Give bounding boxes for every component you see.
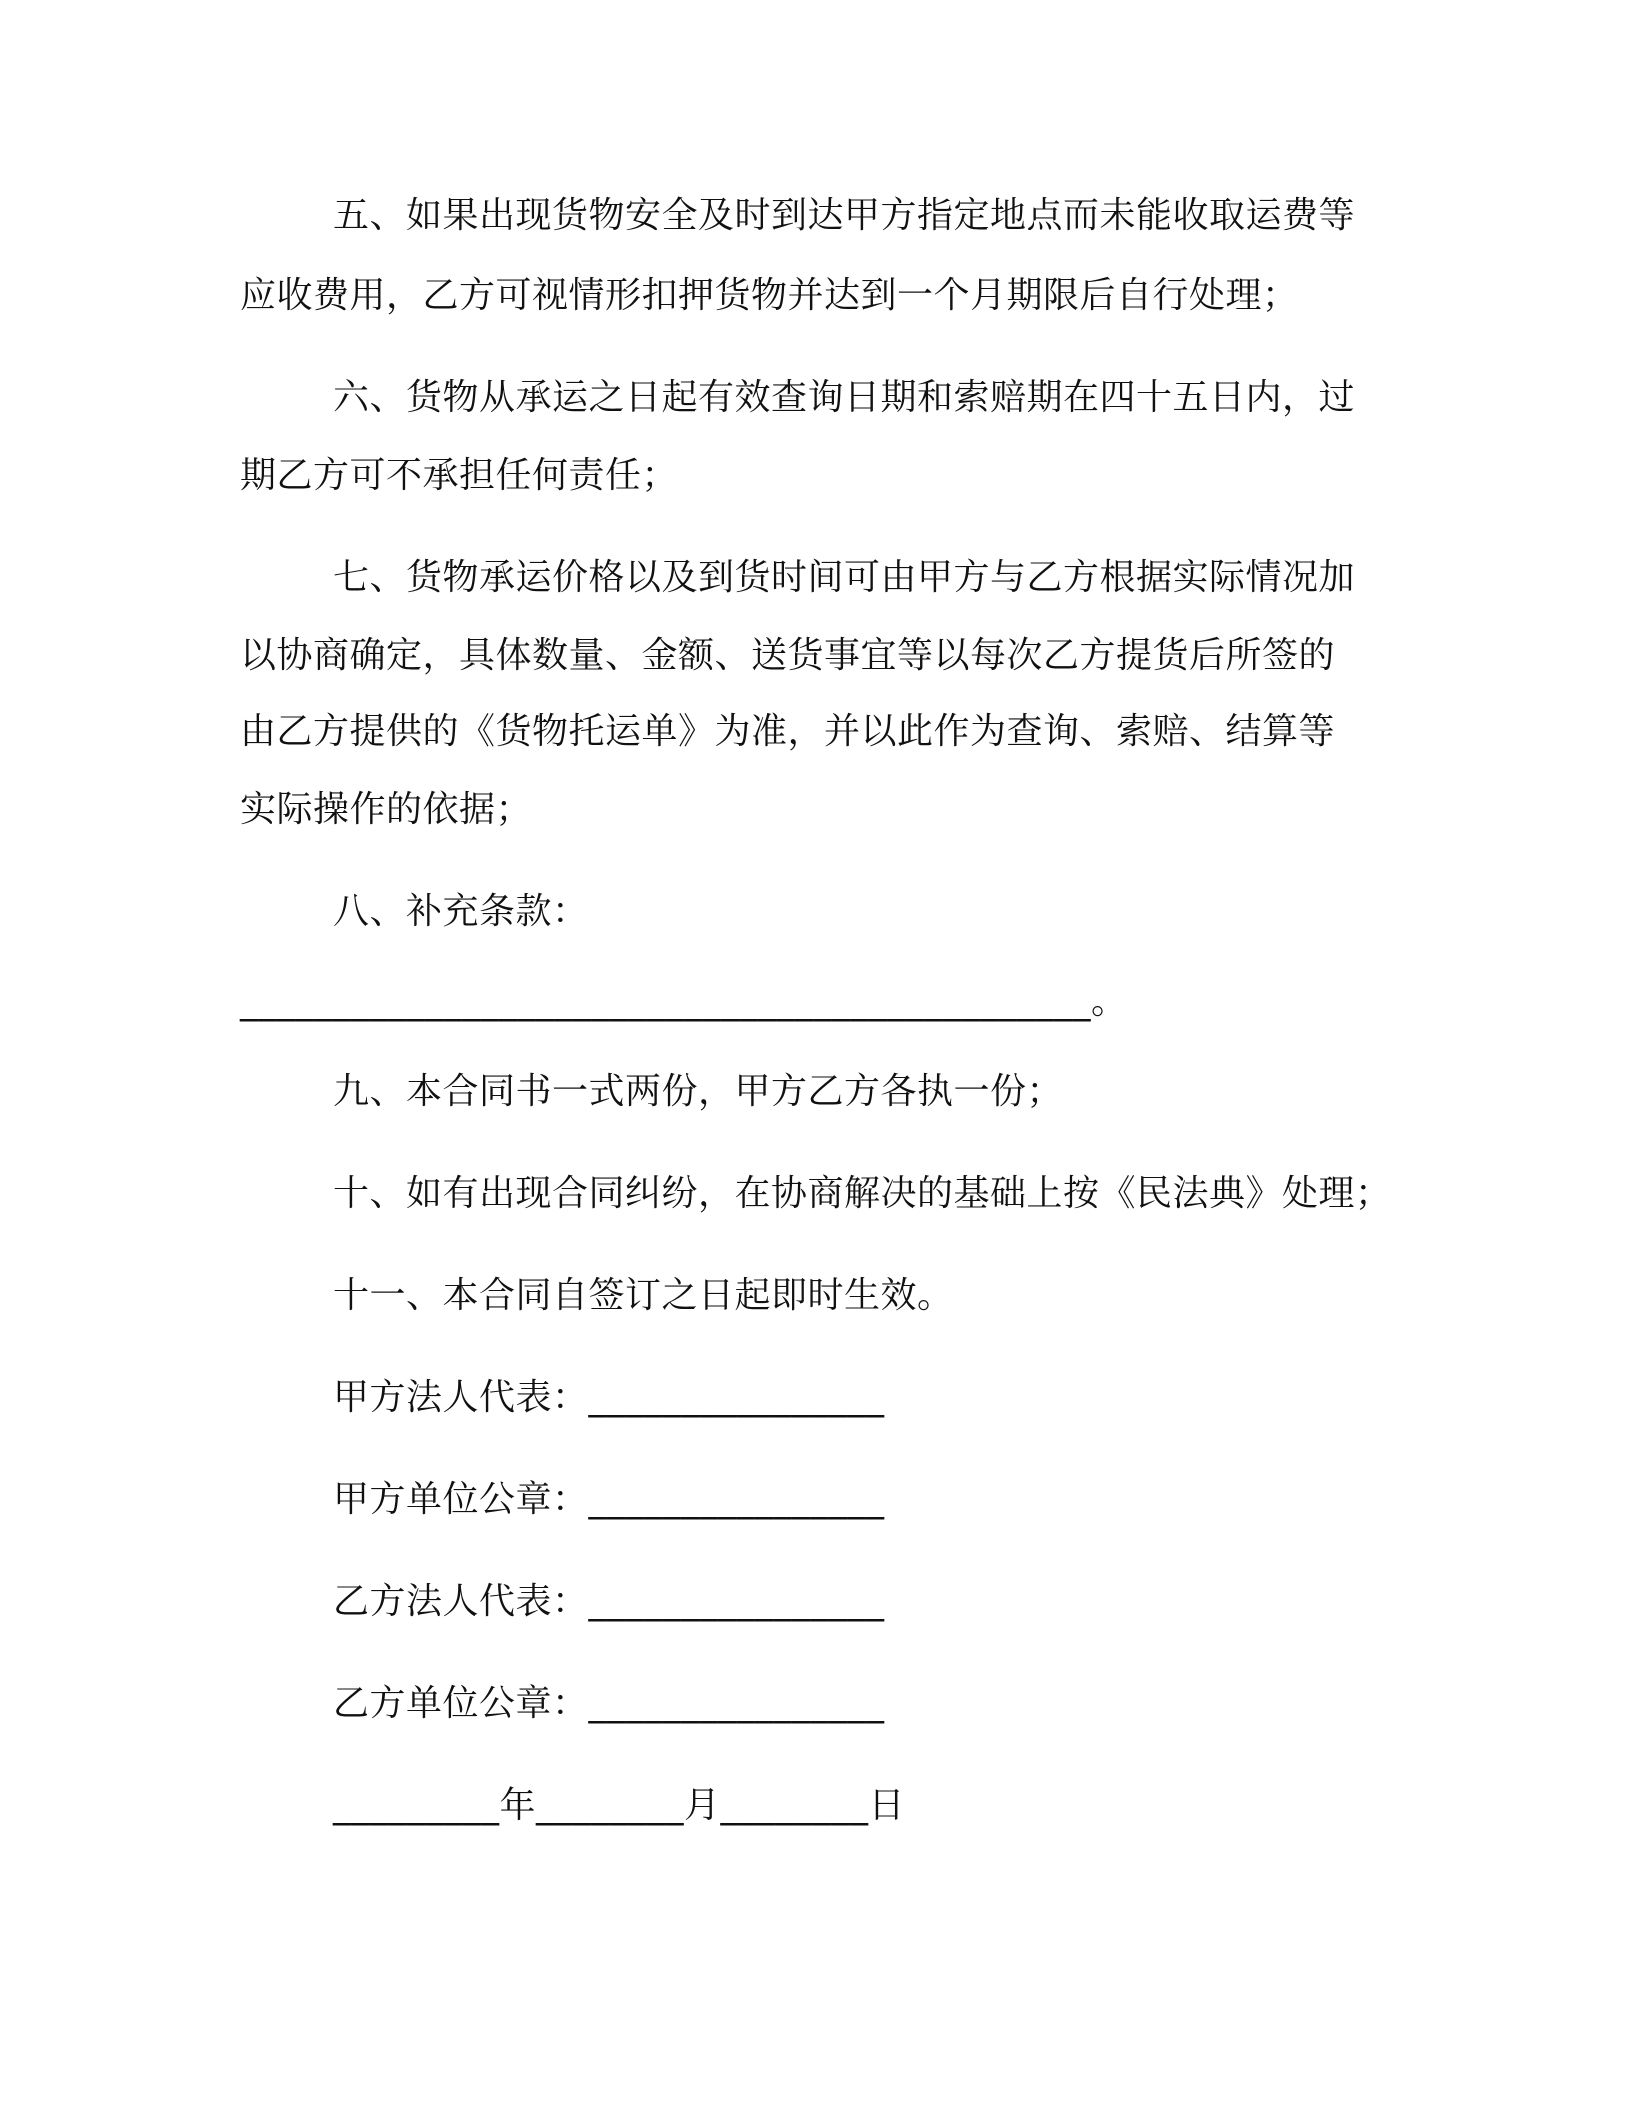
clause-seven-line-1: 七、货物承运价格以及到货时间可由甲方与乙方根据实际情况加 bbox=[333, 557, 1356, 598]
supplementary-terms-blank: ______________________________________________。 bbox=[240, 981, 1128, 1022]
signing-date-field: _________年________月________日 bbox=[333, 1785, 905, 1826]
clause-six-line-2: 期乙方可不承担任何责任； bbox=[240, 455, 679, 496]
clause-ten: 十、如有出现合同纠纷，在协商解决的基础上按《民法典》处理； bbox=[333, 1173, 1392, 1214]
party-a-seal-field: 甲方单位公章：________________ bbox=[333, 1479, 885, 1520]
clause-five-line-2: 应收费用，乙方可视情形扣押货物并达到一个月期限后自行处理； bbox=[240, 275, 1299, 316]
clause-six-line-1: 六、货物从承运之日起有效查询日期和索赔期在四十五日内，过 bbox=[333, 377, 1356, 418]
clause-nine: 九、本合同书一式两份，甲方乙方各执一份； bbox=[333, 1071, 1064, 1112]
clause-five-line-1: 五、如果出现货物安全及时到达甲方指定地点而未能收取运费等 bbox=[333, 195, 1356, 236]
party-a-representative-field: 甲方法人代表：________________ bbox=[333, 1377, 885, 1418]
clause-seven-line-2: 以协商确定，具体数量、金额、送货事宜等以每次乙方提货后所签的 bbox=[240, 635, 1336, 676]
party-b-seal-field: 乙方单位公章：________________ bbox=[333, 1683, 885, 1724]
party-b-representative-field: 乙方法人代表：________________ bbox=[333, 1581, 885, 1622]
clause-seven-line-4: 实际操作的依据； bbox=[240, 789, 533, 830]
clause-seven-line-3: 由乙方提供的《货物托运单》为准，并以此作为查询、索赔、结算等 bbox=[240, 711, 1336, 752]
clause-eleven: 十一、本合同自签订之日起即时生效。 bbox=[333, 1275, 954, 1316]
clause-eight-heading: 八、补充条款： bbox=[333, 891, 589, 932]
